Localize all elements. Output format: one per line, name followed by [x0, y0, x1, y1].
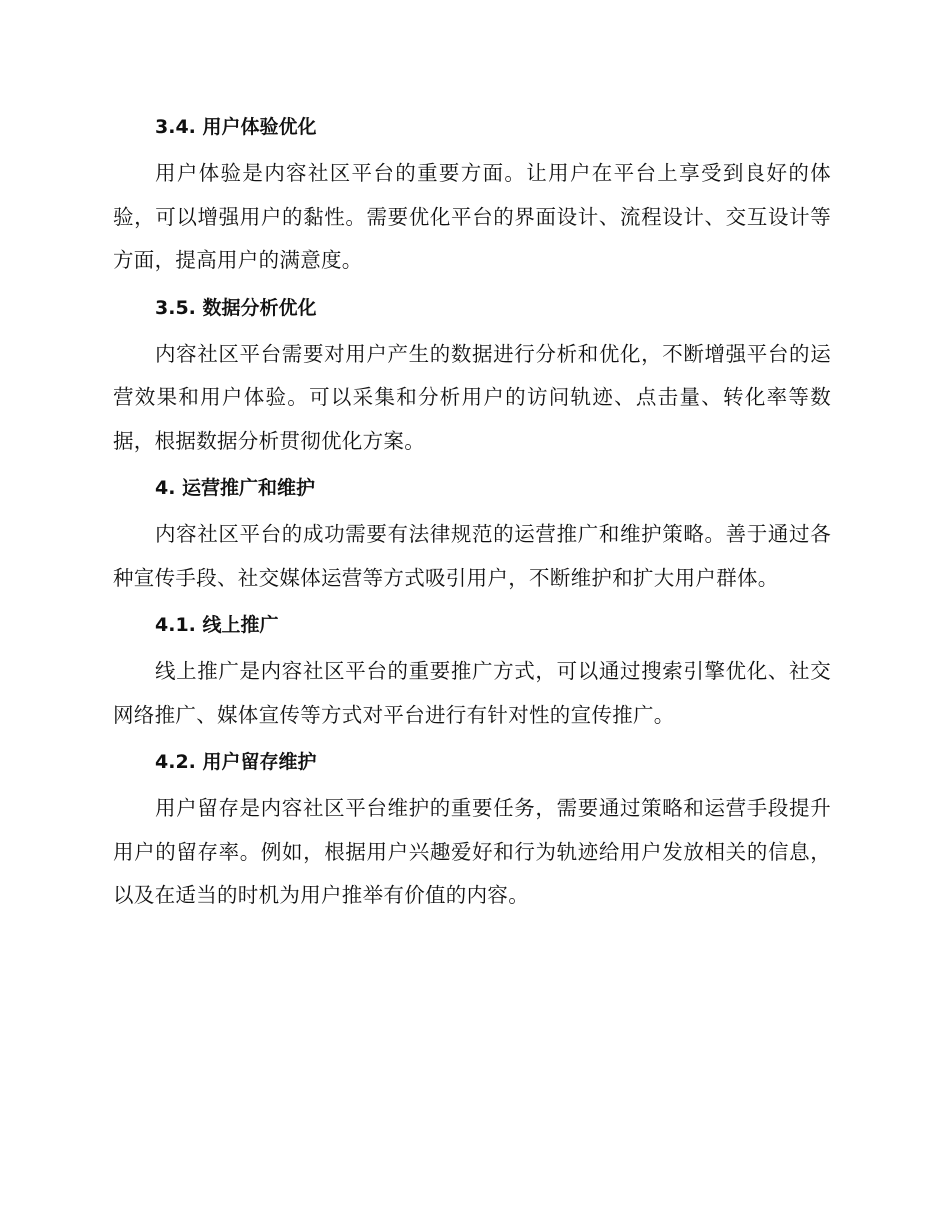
section-paragraph: 内容社区平台需要对用户产生的数据进行分析和优化，不断增强平台的运营效果和用户体验。可以采集和分析用户的访问轨迹、点击量、转化率等数据，根据数据分析贯彻优化方案。	[113, 341, 831, 453]
section-heading: 4. 运营推广和维护	[155, 477, 316, 499]
section-paragraph: 用户体验是内容社区平台的重要方面。让用户在平台上享受到良好的体验，可以增强用户的黏性。需要优化平台的界面设计、流程设计、交互设计等方面，提高用户的满意度。	[113, 161, 831, 272]
section-heading: 4.1. 线上推广	[155, 614, 279, 636]
document-page	[113, 108, 831, 924]
section-4	[113, 469, 831, 600]
section-paragraph: 用户留存是内容社区平台维护的重要任务，需要通过策略和运营手段提升用户的留存率。例如，根据用户兴趣爱好和行为轨迹给用户发放相关的信息，以及在适当的时机为用户推举有价值的内容。	[113, 796, 831, 907]
section-4-1	[113, 606, 831, 737]
section-3-4	[113, 108, 831, 283]
section-4-2	[113, 743, 831, 918]
section-heading: 4.2. 用户留存维护	[155, 751, 317, 773]
section-paragraph: 内容社区平台的成功需要有法律规范的运营推广和维护策略。善于通过各种宣传手段、社交媒体运营等方式吸引用户，不断维护和扩大用户群体。	[113, 522, 831, 590]
section-heading: 3.4. 用户体验优化	[155, 116, 317, 138]
section-heading: 3.5. 数据分析优化	[155, 296, 317, 319]
section-3-5	[113, 289, 831, 464]
section-paragraph: 线上推广是内容社区平台的重要推广方式，可以通过搜索引擎优化、社交网络推广、媒体宣传等方式对平台进行有针对性的宣传推广。	[113, 659, 831, 727]
